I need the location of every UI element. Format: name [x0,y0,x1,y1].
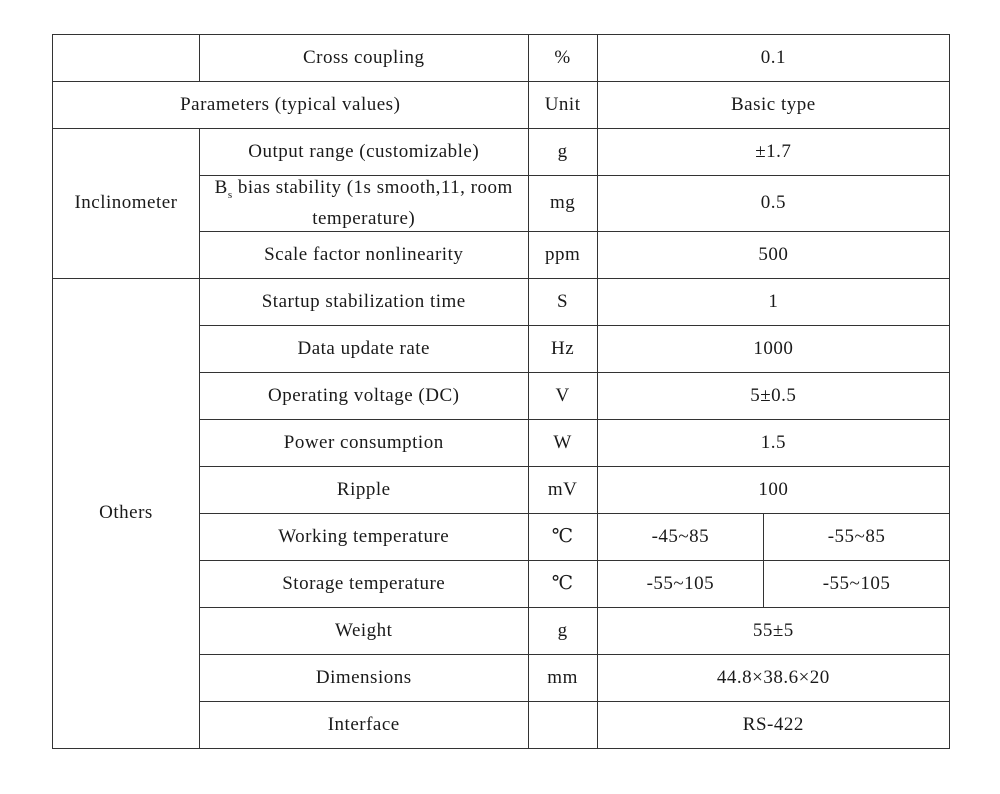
param-name: Startup stabilization time [199,278,528,325]
param-value: 1000 [597,325,949,372]
param-unit: mg [528,176,597,232]
param-value: 0.1 [597,35,949,82]
header-row [53,82,950,129]
param-unit: ℃ [528,513,597,560]
header-parameters: Parameters (typical values) [53,82,529,129]
param-name: Cross coupling [199,35,528,82]
param-name [199,176,528,232]
param-unit: mV [528,466,597,513]
param-unit: g [528,129,597,176]
param-name: Data update rate [199,325,528,372]
param-value: 55±5 [597,607,949,654]
param-name: Ripple [199,466,528,513]
param-value: 5±0.5 [597,372,949,419]
param-name: Storage temperature [199,560,528,607]
param-name: Weight [199,607,528,654]
category-others: Others [53,278,200,748]
param-value: 100 [597,466,949,513]
param-value-b: -55~85 [764,513,950,560]
param-value-a: -55~105 [597,560,763,607]
param-name: Scale factor nonlinearity [199,231,528,278]
bias-subscript: s [227,188,233,201]
table-row [53,35,950,82]
param-name: Output range (customizable) [199,129,528,176]
param-unit: W [528,419,597,466]
param-value: 0.5 [597,176,949,232]
param-value: RS-422 [597,701,949,748]
category-inclinometer: Inclinometer [53,129,200,279]
spec-table [52,34,950,749]
param-name: Dimensions [199,654,528,701]
param-value: 44.8×38.6×20 [597,654,949,701]
header-unit: Unit [528,82,597,129]
param-unit [528,701,597,748]
param-name: Working temperature [199,513,528,560]
bias-prefix: B [214,177,228,198]
param-value: 1 [597,278,949,325]
param-value: 1.5 [597,419,949,466]
param-name: Power consumption [199,419,528,466]
empty-cell [53,35,200,82]
table-row [53,129,950,176]
param-unit: Hz [528,325,597,372]
param-value: 500 [597,231,949,278]
param-unit: g [528,607,597,654]
param-value-b: -55~105 [764,560,950,607]
table-row [53,278,950,325]
param-unit: ℃ [528,560,597,607]
param-unit: mm [528,654,597,701]
param-name: Operating voltage (DC) [199,372,528,419]
param-unit: ppm [528,231,597,278]
param-value: ±1.7 [597,129,949,176]
param-unit: V [528,372,597,419]
header-basic-type: Basic type [597,82,949,129]
param-value-a: -45~85 [597,513,763,560]
param-unit: S [528,278,597,325]
param-name: Interface [199,701,528,748]
bias-rest: bias stability (1s smooth,11, room temperature) [232,177,513,229]
param-unit: % [528,35,597,82]
